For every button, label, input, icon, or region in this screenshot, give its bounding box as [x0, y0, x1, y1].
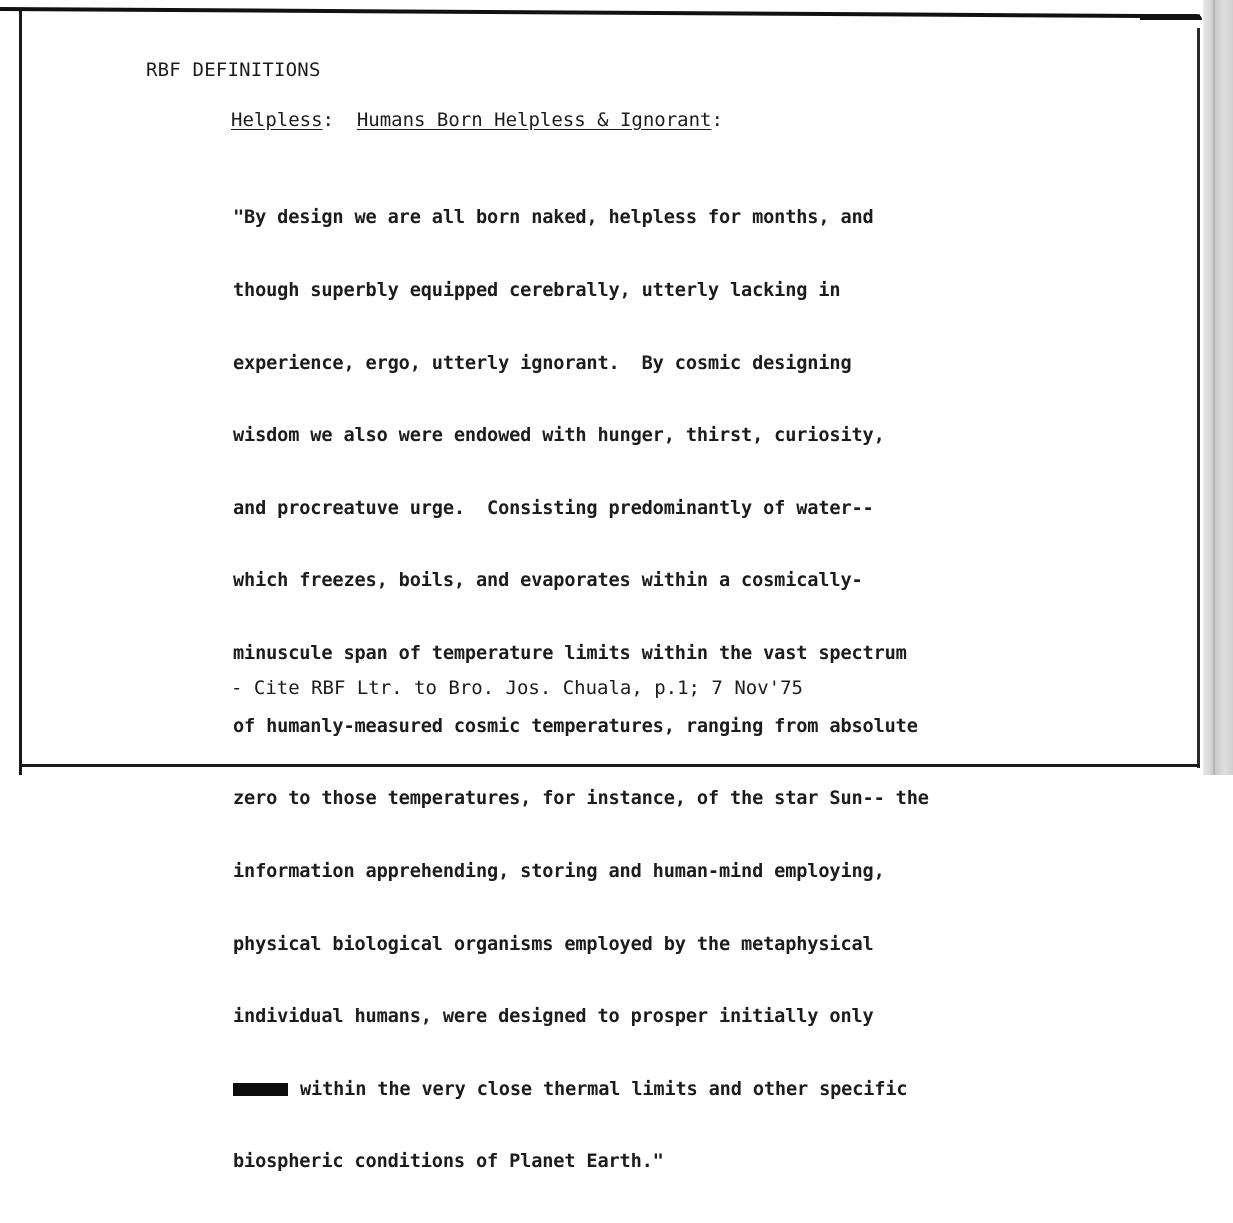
quote-line: minuscule span of temperature limits within the vast spectrum — [233, 643, 907, 665]
quote-line: individual humans, were designed to prosper initially only — [233, 1006, 874, 1028]
quote-line: experience, ergo, utterly ignorant. By cosmic designing — [233, 352, 852, 374]
quote-line: biospheric conditions of Planet Earth." — [233, 1151, 664, 1173]
quote-line: information apprehending, storing and human-mind employing, — [233, 860, 885, 882]
definition-subject: Humans Born Helpless & Ignorant — [356, 109, 712, 131]
quote-line: which freezes, boils, and evaporates within a cosmically- — [233, 570, 863, 592]
card-border-right — [1197, 28, 1200, 768]
quote-line: wisdom we also were endowed with hunger, thirst, curiosity, — [233, 425, 885, 447]
quote-line-text: within the very close thermal limits and other specific — [300, 1078, 908, 1100]
quote-line: of humanly-measured cosmic temperatures, ranging from absolute — [233, 715, 918, 737]
card-border-left — [19, 10, 22, 775]
quote-line: "By design we are all born naked, helpless for months, and — [233, 207, 874, 229]
quote-line: and procreatuve urge. Consisting predominantly of water-- — [233, 497, 874, 519]
quote-line-redacted — [233, 1078, 929, 1102]
card-border-corner — [1140, 14, 1202, 20]
card-border-top — [0, 7, 1200, 18]
document-heading: RBF DEFINITIONS — [146, 59, 321, 81]
subject-suffix: : — [711, 109, 723, 131]
scan-edge-line — [1213, 0, 1215, 775]
quote-line: zero to those temperatures, for instance, of the star Sun-- the — [233, 788, 929, 810]
term-separator: : — [322, 109, 334, 131]
scan-edge — [1203, 0, 1233, 775]
citation: - Cite RBF Ltr. to Bro. Jos. Chuala, p.1; 7 Nov'75 — [231, 677, 803, 699]
quote-line: though superbly equipped cerebrally, utterly lacking in — [233, 280, 841, 302]
redaction-mark — [233, 1083, 288, 1096]
definition-term: Helpless — [231, 109, 323, 131]
quote-line: physical biological organisms employed by the metaphysical — [233, 933, 874, 955]
definition-topic — [231, 109, 723, 131]
